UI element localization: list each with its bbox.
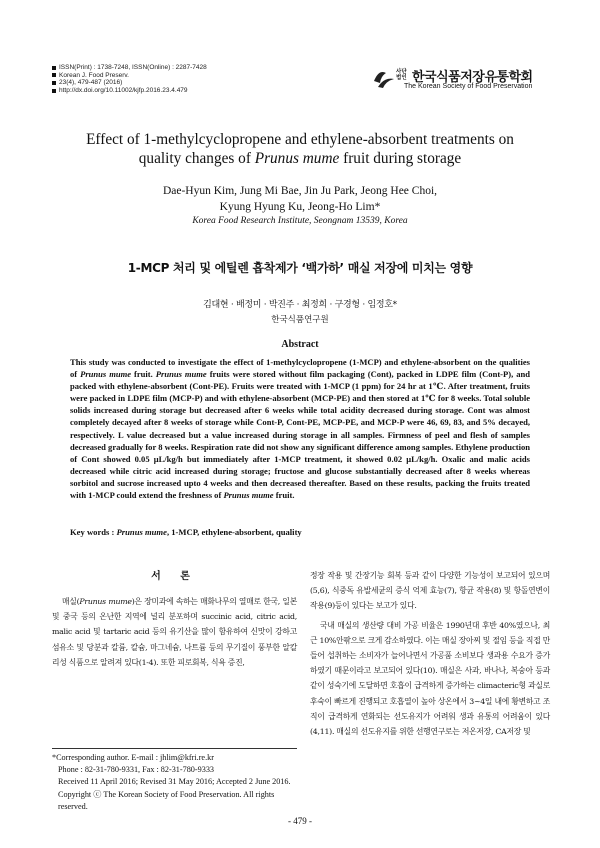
doi-link[interactable]: http://dx.doi.org/10.11002/kjfp.2016.23.4.479 bbox=[59, 86, 188, 94]
keywords-label: Key words : bbox=[70, 527, 117, 537]
korean-title: 1-MCP 처리 및 에틸렌 흡착제가 ‘백가하’ 매실 저장에 미치는 영향 bbox=[127, 261, 473, 275]
society-name-english: The Korean Society of Food Preservation bbox=[404, 83, 533, 90]
issn: ISSN(Print) : 1738-7248, ISSN(Online) : 2287-7428 bbox=[59, 64, 207, 71]
society-logo bbox=[372, 65, 550, 95]
society-type-label: 사단 법인 bbox=[396, 69, 407, 81]
abstract-heading: Abstract bbox=[281, 339, 319, 350]
keywords bbox=[70, 527, 530, 537]
dates: Received 11 April 2016; Revised 31 May 2016; Accepted 2 June 2016. bbox=[58, 777, 291, 787]
bullet-square-icon bbox=[52, 89, 56, 93]
intro-paragraph-2: 정장 작용 및 간장기능 회복 등과 같이 다양한 기능성이 보고되어 있으며(5,6), 식중독 유발세균의 증식 억제 효능(7), 항균 작용(8) 및 항돌연변이 작용(9)등이 있다는 보고가 있다. bbox=[310, 571, 550, 611]
corresponding-author: *Corresponding author. E-mail : jhlim@kfri.re.kr bbox=[52, 753, 214, 762]
copyright: Copyright ⓒ The Korean Society of Food Preservation. All rights reserved. bbox=[58, 789, 275, 811]
intro-paragraph-1: 매실(Prunus mume)은 장미과에 속하는 매화나무의 열매로 한국, 일본 및 중국 등의 온난한 지역에 널리 분포하며 succinic acid, citric acid, malic acid 및 tartaric acid 등의 유기산을 많이 함유하여 신맛이 강하고 섬유소 및 당분과 칼륨, 칼슘, 마그네슘, 나트륨 등의 무기질이 풍부한 알칼리성 식품으로 알려져 있다(1-4). 또한 피로회복, 식욕 증진, bbox=[52, 597, 297, 667]
article-title bbox=[40, 130, 560, 168]
abstract-text: This study was conducted to investigate the effect of 1-methylcyclopropene (1-MCP) and ethylene-absorbent on the qualities of Prunus mume fruit. Prunus mume fruits were stored without film packaging (Cont), packed in LDPE film (Cont-P), and packed with ethylene-absorbent (Cont-PE). Fruits were treated with 1-MCP (1 ppm) for 24 hr at 1℃. After treatment, fruits were packed in LDPE film (MCP-P) and with ethylene-absorbent (MCP-PE) and then stored at 1℃ for 8 weeks. Total soluble solids increased during storage but decreased after 6 weeks while total acidity decreased during storage. Cont was almost completely decayed after 8 weeks of storage while Cont-P, Cont-PE, MCP-PE, and MCP-P were 46, 69, 83, and 5% decayed, respectively. L value decreased but a value increased during storage in all samples. Firmness of peel and flesh of samples decreased gradually for 8 weeks. Respiration rate did not show any significant difference among samples. Ethylene production of Cont showed 0.05 μL/kg/h but immediately after 1-MCP treatment, it showed 0.02 μL/kg/h. Oxalic and malic acids decreased while citric acid increased during storage; fructose and glucose substantially decreased after 8 weeks whereas sorbitol and sucrose increased upto 4 weeks and then decreased thereafter. Based on these results, packing the fruits treated with 1-MCP could extend the freshness of Prunus mume fruit. bbox=[70, 357, 530, 501]
title-line-2: quality changes of Prunus mume fruit during storage bbox=[138, 150, 462, 167]
page-number: - 479 - bbox=[288, 816, 312, 826]
volume: 23(4), 479-487 (2016) bbox=[59, 79, 123, 87]
title-line-1: Effect of 1-methylcyclopropene and ethylene-absorbent treatments on bbox=[86, 131, 514, 148]
journal-name: Korean J. Food Preserv. bbox=[59, 71, 129, 79]
bullet-square-icon bbox=[52, 73, 56, 77]
bullet-square-icon bbox=[52, 66, 56, 70]
body-column-left bbox=[52, 594, 297, 670]
keywords-rest: , 1-MCP, ethylene-absorbent, quality bbox=[166, 527, 302, 537]
footnote-divider bbox=[52, 748, 297, 749]
contact-phone: Phone : 82-31-780-9331, Fax : 82-31-780-9333 bbox=[58, 765, 215, 775]
keyword-species: Prunus mume bbox=[116, 527, 167, 537]
body-column-right bbox=[310, 568, 550, 739]
bullet-square-icon bbox=[52, 81, 56, 85]
intro-paragraph-3: 국내 매실의 생산량 대비 가공 비율은 1990년대 후반 40%였으나, 최근 10%안팎으로 크게 감소하였다. 이는 매실 장아찌 및 절임 등을 직접 만들어 섭취하는 소비자가 늘어나면서 가공품 소비보다 생과용 수요가 증가하였기 때문이라고 보고되어 있다(10). 매실은 사과, 바나나, 복숭아 등과 같이 성숙기에 도달하면 호흡이 급격하게 증가하는 climacteric형 과실로 후숙이 빠르게 진행되고 호흡열이 높아 상온에서 3~4일 내에 황변하고 조직이 급격하게 연화되는 선도유지가 어려워 생과 유통의 어려움이 있다(4,11). 매실의 선도유지를 위한 선행연구로는 저온저장, CA저장 및 bbox=[310, 620, 550, 737]
journal-metadata bbox=[52, 64, 207, 94]
affiliation: Korea Food Research Institute, Seongnam 13539, Korea bbox=[192, 216, 408, 226]
authors-line-2: Kyung Hyung Ku, Jeong-Ho Lim* bbox=[219, 201, 381, 213]
authors-line-1: Dae-Hyun Kim, Jung Mi Bae, Jin Ju Park, Jeong Hee Choi, bbox=[162, 185, 438, 197]
society-emblem-icon bbox=[372, 67, 398, 91]
korean-authors: 김대현 · 배정미 · 박진주 · 최정희 · 구경형 · 임정호* bbox=[203, 300, 397, 310]
korean-affiliation: 한국식품연구원 bbox=[271, 315, 329, 325]
author-list bbox=[40, 183, 560, 215]
footnote bbox=[52, 752, 297, 813]
society-name-korean: 한국식품저장유통학회 bbox=[412, 70, 533, 85]
section-heading-introduction: 서 론 bbox=[151, 571, 198, 582]
